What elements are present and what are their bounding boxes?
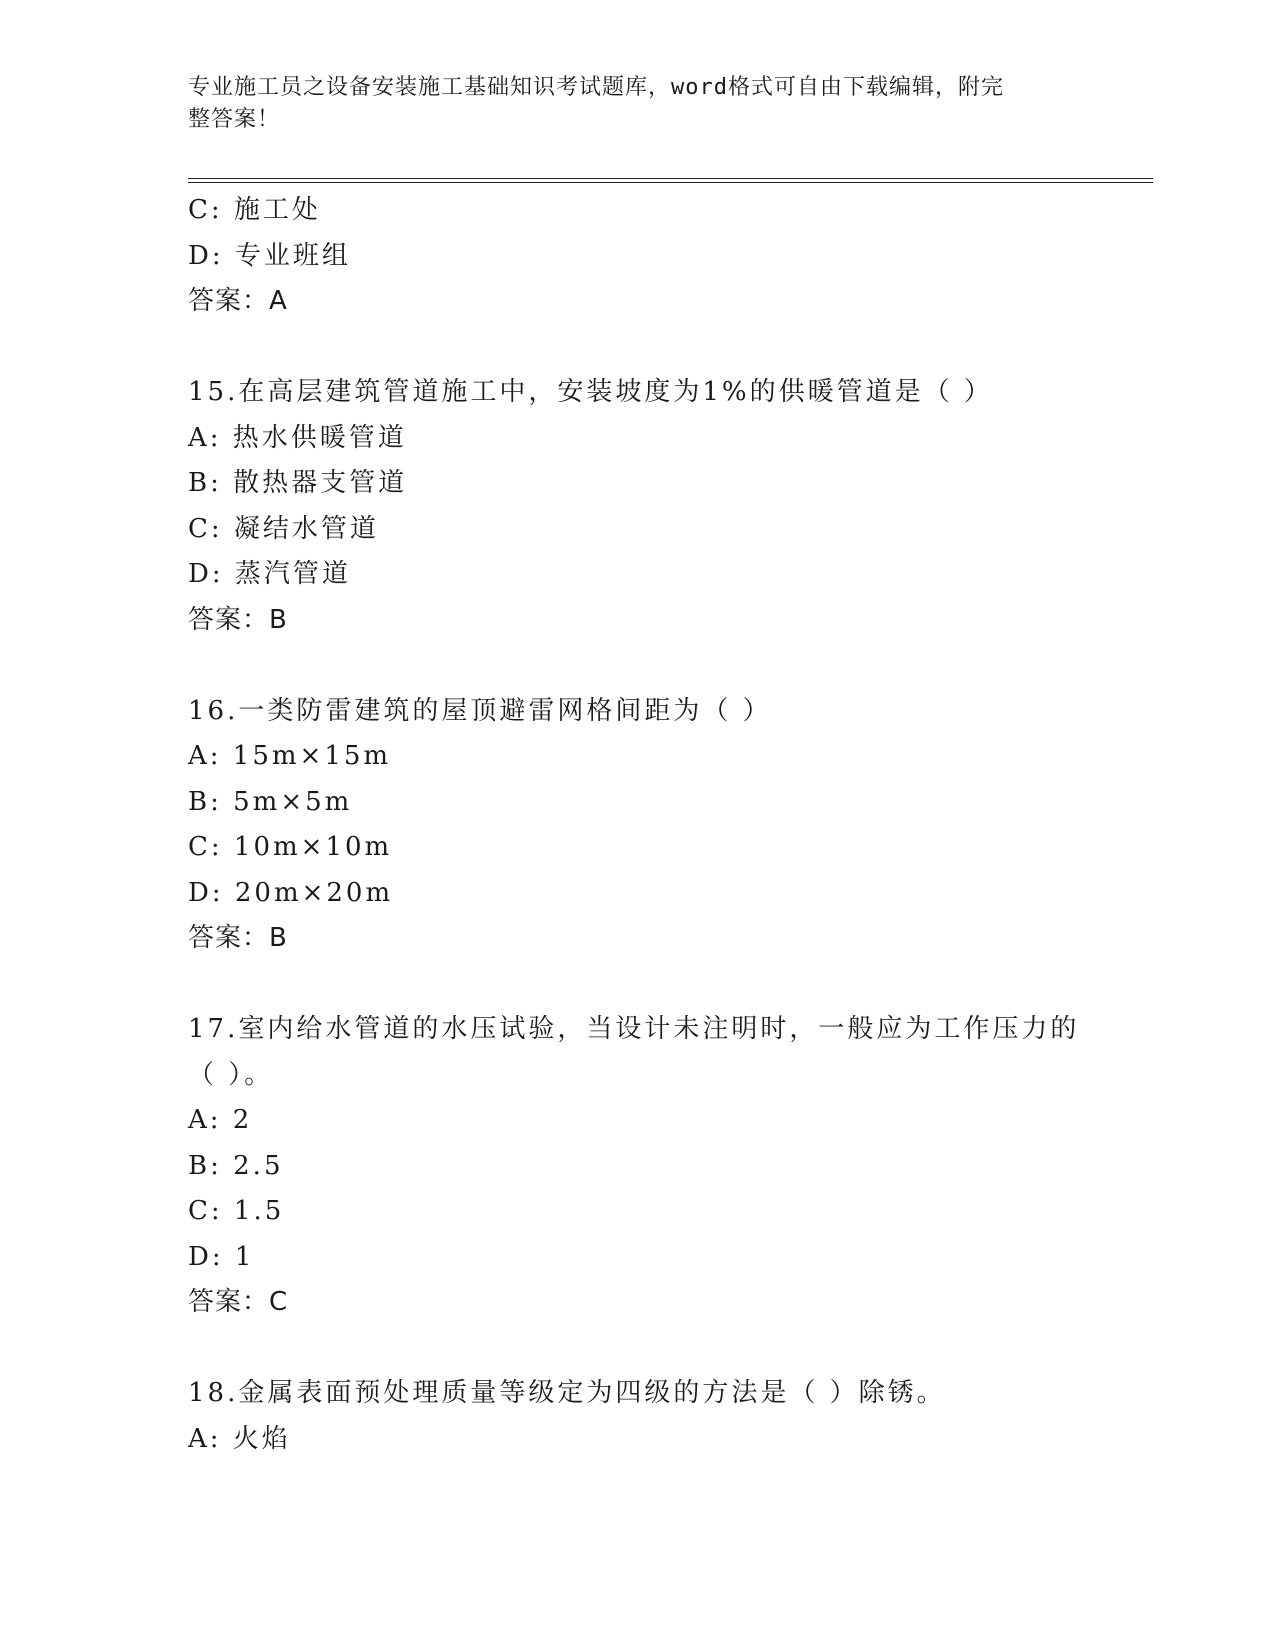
paragraph-gap — [188, 643, 1108, 689]
option-line: A: 15m×15m — [188, 741, 392, 771]
question-stem: 16.一类防雷建筑的屋顶避雷网格间距为（ ） — [188, 695, 772, 726]
option-line: A: 火焰 — [188, 1423, 291, 1454]
question-stem: 17.室内给水管道的水压试验，当设计未注明时，一般应为工作压力的 — [188, 1014, 1080, 1044]
paragraph-gap — [188, 1326, 1108, 1372]
question-stem: （ ）。 — [188, 1059, 274, 1090]
answer-line: 答案：B — [188, 923, 288, 953]
answer-line: 答案：A — [188, 286, 288, 316]
option-line: C: 10m×10m — [188, 832, 393, 862]
option-line: D: 专业班组 — [188, 240, 351, 271]
option-line: C: 施工处 — [188, 195, 321, 225]
page-header: 专业施工员之设备安装施工基础知识考试题库，word格式可自由下载编辑，附完 整答案！ — [188, 75, 1004, 132]
question-stem: 15.在高层建筑管道施工中，安装坡度为1%的供暖管道是（ ） — [188, 377, 993, 407]
option-line: A: 热水供暖管道 — [188, 422, 407, 453]
paragraph-gap — [188, 962, 1108, 1008]
document-body — [188, 188, 1108, 1462]
header-divider — [188, 178, 1153, 183]
option-line: B: 5m×5m — [188, 786, 353, 817]
option-line: B: 2.5 — [188, 1150, 284, 1181]
option-line: A: 2 — [188, 1105, 253, 1135]
question-stem: 18.金属表面预处理质量等级定为四级的方法是（ ）除锈。 — [188, 1378, 946, 1408]
option-line: D: 蒸汽管道 — [188, 559, 351, 589]
option-line: D: 1 — [188, 1241, 255, 1272]
answer-line: 答案：B — [188, 604, 288, 635]
option-line: D: 20m×20m — [188, 877, 394, 908]
answer-line: 答案：C — [188, 1287, 289, 1317]
paragraph-gap — [188, 325, 1108, 371]
option-line: C: 凝结水管道 — [188, 513, 379, 544]
option-line: C: 1.5 — [188, 1196, 285, 1226]
option-line: B: 散热器支管道 — [188, 468, 408, 498]
